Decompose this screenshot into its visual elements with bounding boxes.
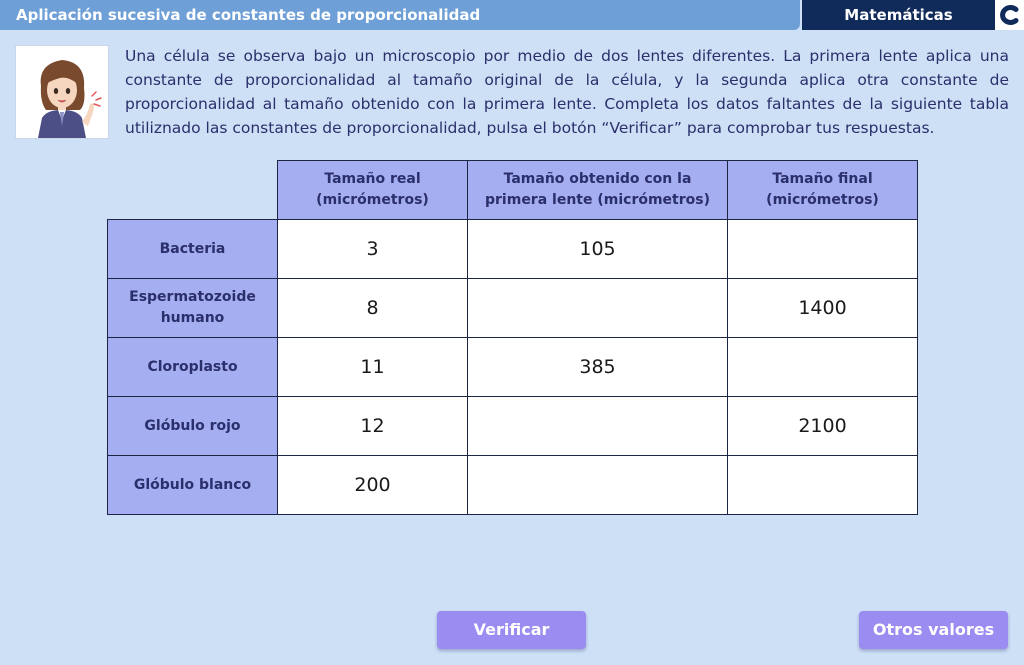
subject-label: Matemáticas: [802, 0, 995, 30]
other-values-button[interactable]: Otros valores: [859, 611, 1008, 649]
cell-final-size: 1400: [728, 279, 918, 338]
row-label-espermatozoide: Espermatozoide humano: [108, 279, 278, 338]
table-header-row: [108, 161, 918, 220]
cell-real-size: 12: [278, 397, 468, 456]
header-final-size: Tamaño final (micrómetros): [728, 161, 918, 220]
table-row: [108, 456, 918, 515]
cell-real-size: 200: [278, 456, 468, 515]
header-first-lens-size: Tamaño obtenido con la primera lente (micrómetros): [468, 161, 728, 220]
row-label-globulo-blanco: Glóbulo blanco: [108, 456, 278, 515]
row-label-globulo-rojo: Glóbulo rojo: [108, 397, 278, 456]
teacher-avatar-icon: [16, 46, 108, 138]
proportionality-table: [107, 160, 918, 515]
activity-title: Aplicación sucesiva de constantes de proporcionalidad: [0, 0, 800, 30]
table-corner: [108, 161, 278, 220]
cell-real-size: 3: [278, 220, 468, 279]
logo: [995, 0, 1024, 30]
teacher-avatar: [15, 45, 109, 139]
cell-final-size: 2100: [728, 397, 918, 456]
top-bar: [0, 0, 1024, 30]
instructions-text: Una célula se observa bajo un microscopio por medio de dos lentes diferentes. La primera lente aplica una constante de proporcionalidad al tamaño original de la célula, y la segunda aplica otra constante de proporcionalidad al tamaño obtenido con la primera lente. Completa los datos faltantes de la siguiente tabla utiliznado las constantes de proporcionalidad, pulsa el botón “Verificar” para comprobar tus respuestas.: [125, 47, 1009, 137]
cell-final-size-input[interactable]: [728, 456, 918, 515]
row-label-cloroplasto: Cloroplasto: [108, 338, 278, 397]
table-row: [108, 279, 918, 338]
cell-first-lens-size: 105: [468, 220, 728, 279]
cell-first-lens-size-input[interactable]: [468, 397, 728, 456]
table-row: [108, 338, 918, 397]
verify-button[interactable]: Verificar: [437, 611, 586, 649]
cell-final-size-input[interactable]: [728, 220, 918, 279]
row-label-bacteria: Bacteria: [108, 220, 278, 279]
table-row: [108, 220, 918, 279]
cell-first-lens-size-input[interactable]: [468, 456, 728, 515]
table-row: [108, 397, 918, 456]
cell-final-size-input[interactable]: [728, 338, 918, 397]
cell-real-size: 11: [278, 338, 468, 397]
cell-first-lens-size-input[interactable]: [468, 279, 728, 338]
cell-first-lens-size: 385: [468, 338, 728, 397]
logo-c-icon: [999, 5, 1021, 25]
cell-real-size: 8: [278, 279, 468, 338]
header-real-size: Tamaño real (micrómetros): [278, 161, 468, 220]
